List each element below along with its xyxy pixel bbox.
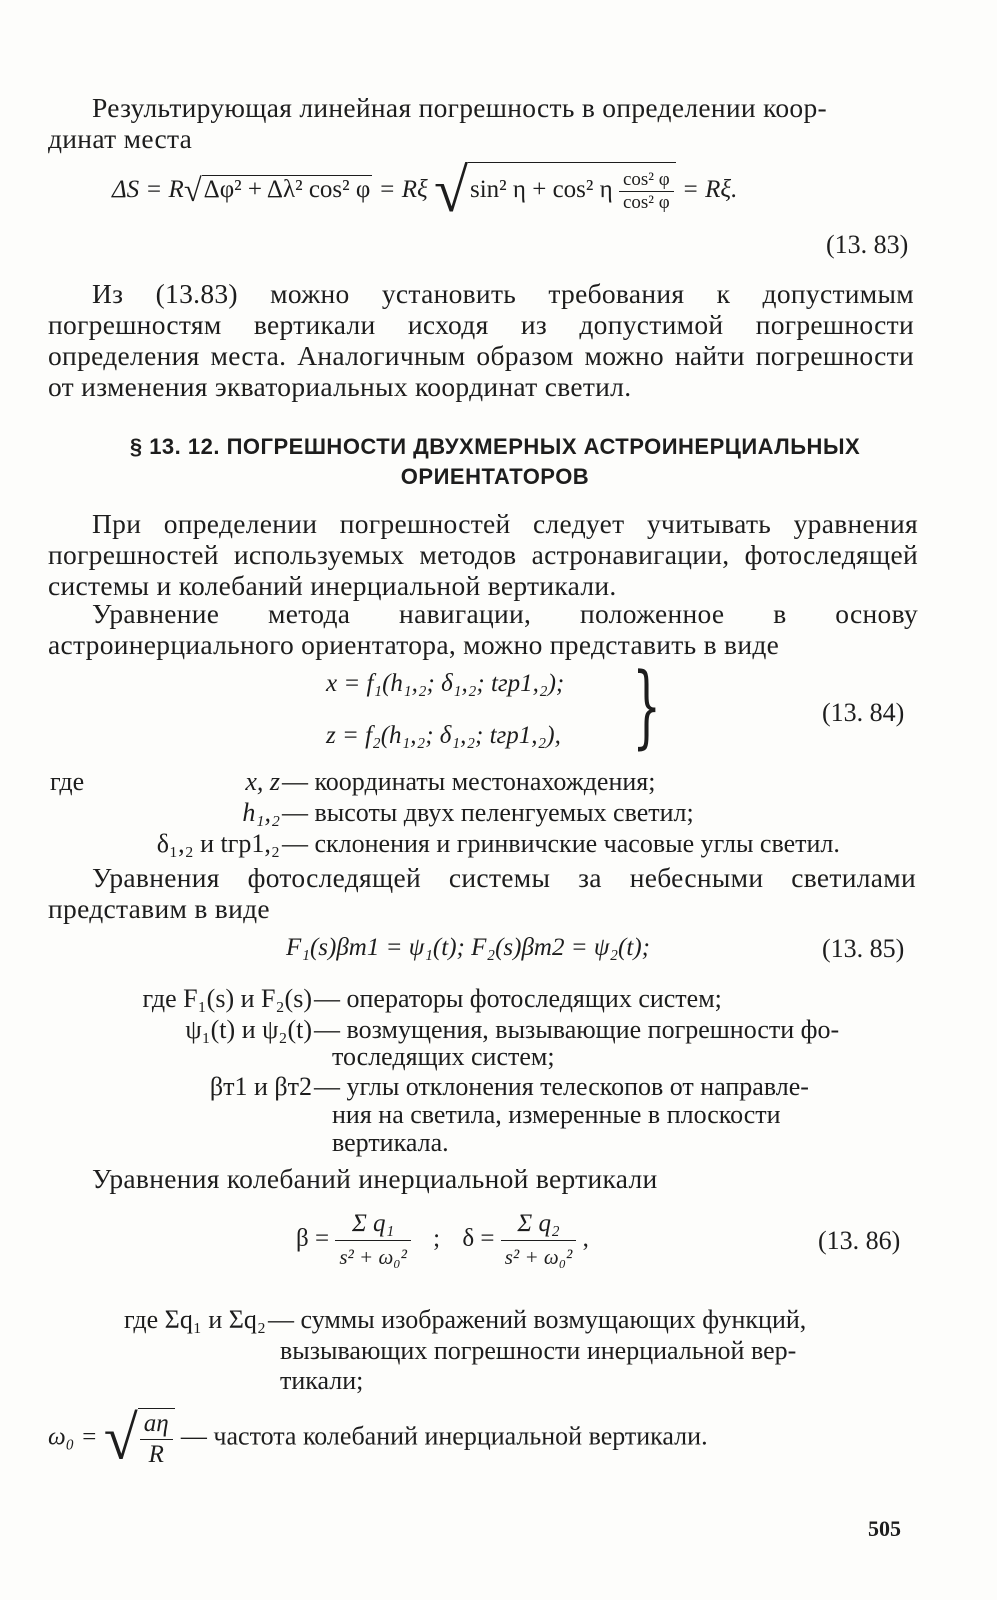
eq85: F₁(s)βт1 = ψ₁(t); F₂(s)βт2 = ψ₂(t); [286, 934, 650, 961]
eq86-num-1: Σ q₁ [335, 1208, 411, 1241]
eq86-number: (13. 86) [818, 1226, 901, 1255]
eq86-fraction-2 [501, 1208, 577, 1273]
equation-13-86 [296, 1208, 589, 1273]
paragraph-b: Уравнение метода навигации, положенное в основу астроинерциального ориентатора, можно представить в виде [48, 598, 918, 660]
eq84-number: (13. 84) [822, 698, 905, 727]
eq83-radicand-2 [468, 162, 676, 214]
eq83-frac-num: cos² φ [619, 169, 674, 192]
intro-line-2: динат места [48, 123, 193, 154]
eq84-line-2: z = f₂(h₁,₂; δ₁,₂; tгр1,₂), [326, 722, 561, 749]
defs85-sym-1: где F₁(s) и F₂(s) [142, 984, 312, 1013]
right-brace-icon: } [632, 654, 661, 759]
defs84-sym-3: δ₁,₂ и tгр1,₂ [156, 829, 280, 858]
eq83-radicand-2-text: sin² η + cos² η [469, 176, 613, 204]
big-sqrt-symbol: √ [433, 157, 468, 226]
paragraph-d: Уравнения колебаний инерциальной вертикали [92, 1163, 658, 1194]
defs85-text-3a: — углы отклонения телескопов от направле- [314, 1072, 809, 1101]
eq86-delta: δ = [462, 1225, 495, 1253]
intro-line-1: Результирующая линейная погрешность в определении коор- [92, 92, 827, 123]
omega-lhs: ω₀ = [48, 1423, 98, 1451]
omega-sqrt-icon: √ [103, 1404, 138, 1473]
eq83-lhs: ΔS = R [112, 176, 184, 204]
eq86-beta: β = [296, 1225, 330, 1253]
defs84-where: где [50, 767, 85, 796]
section-heading-line-2: ОРИЕНТАТОРОВ [400, 464, 590, 489]
eq84-line-1: x = f₁(h₁,₂; δ₁,₂; tгр1,₂); [326, 670, 565, 697]
omega-text: — частота колебаний инерциальной вертикали. [180, 1421, 708, 1451]
eq86-den-1: s² + ω₀² [339, 1245, 407, 1269]
defs85-text-2b: тоследящих систем; [332, 1042, 555, 1071]
paragraph-13-83: Из (13.83) можно установить требования к допустимым погрешностям вертикали исходя из допустимой погрешности определения места. Аналогичным образом можно найти погрешности от изменения экваториальных координат светил. [48, 278, 914, 402]
defs85-sym-2: ψ₁(t) и ψ₂(t) [185, 1015, 312, 1044]
page-number: 505 [868, 1516, 901, 1541]
defs84-text-2: — высоты двух пеленгуемых светил; [282, 798, 694, 827]
defs84-text-1: — координаты местонахождения; [282, 767, 656, 796]
eq86-num-2: Σ q₂ [501, 1208, 577, 1241]
defs85-sym-3: βт1 и βт2 [209, 1072, 312, 1101]
eq83-frac-den: cos² φ [622, 192, 670, 213]
defs85-text-3b: ния на светила, измеренные в плоскости [332, 1100, 781, 1129]
paragraph-c: Уравнения фотоследящей системы за небесными светилами представим в виде [48, 862, 916, 924]
defs86-sym-1: где Σq₁ и Σq₂ [124, 1305, 266, 1334]
omega-radicand [138, 1408, 175, 1470]
defs84-sym-1: x, z [245, 767, 280, 796]
defs84-text-3: — склонения и гринвичские часовые углы светил. [282, 829, 840, 858]
eq83-mid: = Rξ [378, 176, 428, 204]
defs86-text-1c: тикали; [280, 1366, 364, 1395]
omega-definition [48, 1404, 708, 1473]
equation-13-83 [112, 157, 738, 226]
eq83-radicand-1: Δφ² + Δλ² cos² φ [203, 176, 371, 204]
eq86-comma: , [582, 1225, 589, 1253]
sqrt-symbol: √ [183, 173, 202, 210]
omega-frac-num: aη [140, 1409, 173, 1440]
section-heading-line-1: § 13. 12. ПОГРЕШНОСТИ ДВУХМЕРНЫХ АСТРОИНЕРЦИАЛЬНЫХ [129, 434, 861, 459]
defs86-text-1b: вызывающих погрешности инерциальной вер- [280, 1336, 797, 1365]
eq85-number: (13. 85) [822, 934, 905, 963]
eq83-rhs: = Rξ. [681, 176, 738, 204]
defs85-text-1: — операторы фотоследящих систем; [314, 984, 722, 1013]
paragraph-a: При определении погрешностей следует учитывать уравнения погрешностей используемых методов астронавигации, фотоследящей системы и колебаний инерциальной вертикали. [48, 508, 918, 601]
defs85-text-3c: вертикала. [332, 1128, 449, 1157]
eq83-fraction [619, 169, 674, 214]
defs85-text-2a: — возмущения, вызывающие погрешности фо- [314, 1015, 840, 1044]
eq86-separator: ; [433, 1225, 441, 1253]
eq86-fraction-1 [335, 1208, 411, 1273]
eq83-number: (13. 83) [826, 230, 909, 259]
defs84-sym-2: h₁,₂ [242, 798, 280, 827]
defs86-text-1a: — суммы изображений возмущающих функций, [268, 1305, 807, 1334]
eq86-den-2: s² + ω₀² [504, 1245, 573, 1269]
omega-fraction [140, 1409, 173, 1470]
omega-frac-den: R [148, 1441, 164, 1468]
